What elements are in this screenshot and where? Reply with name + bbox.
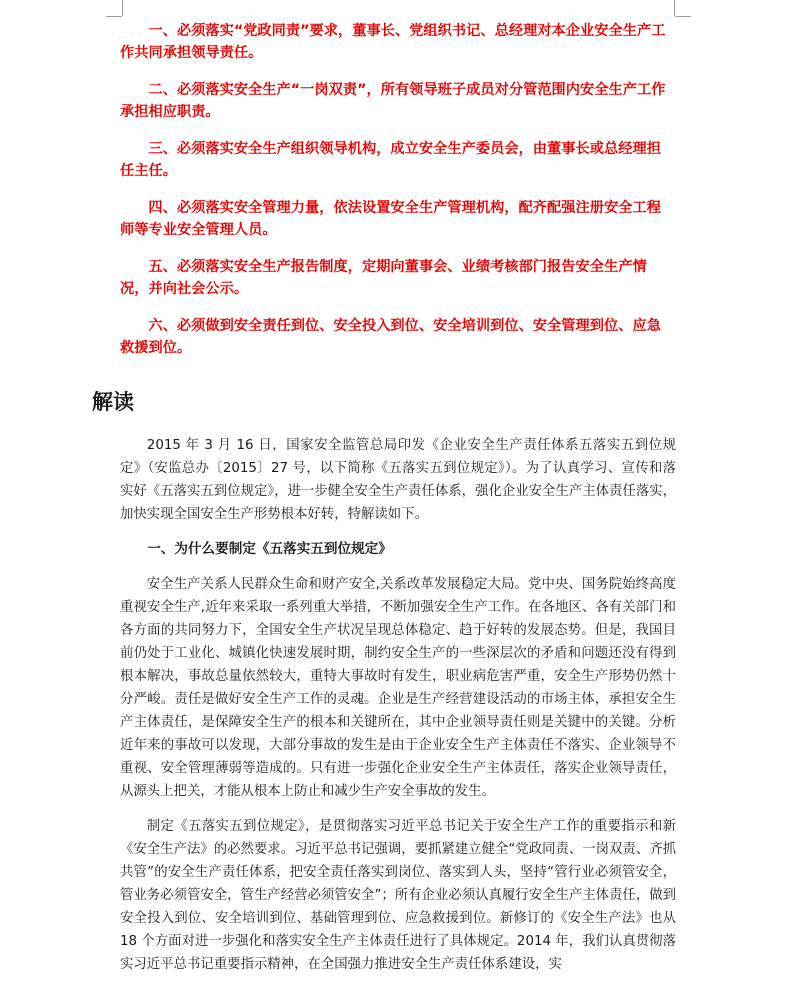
section-title: 解读 <box>92 390 134 414</box>
intro-paragraph: 2015 年 3 月 16 日，国家安全监管总局印发《企业安全生产责任体系五落实五到位规定》（安监总办〔2015〕27 号，以下简称《五落实五到位规定》）。为了认真学习、宣传和落实好《五落实五到位规定》，进一步健全安全生产责任体系，强化企业安全生产主体责任落实，加快实现全国安全生产形势根本好转，特解读如下。 <box>120 438 676 522</box>
sub-heading: 一、为什么要制定《五落实五到位规定》 <box>147 541 392 557</box>
requirement-item: 六、必须做到安全责任到位、安全投入到位、安全培训到位、安全管理到位、应急救援到位。 <box>120 318 661 356</box>
margin-mark <box>675 16 691 17</box>
body-paragraph: 安全生产关系人民群众生命和财产安全,关系改革发展稳定大局。党中央、国务院始终高度重视安全生产,近年来采取一系列重大举措，不断加强安全生产工作。在各地区、各有关部门和各方面的共同努力下，全国安全生产状况呈现总体稳定、趋于好转的发展态势。但是，我国目前仍处于工业化、城镇化快速发展时期，制约安全生产的一些深层次的矛盾和问题还没有得到根本解决，事故总量依然较大，重特大事故时有发生，职业病危害严重，安全生产形势仍然十分严峻。责任是做好安全生产工作的灵魂。企业是生产经营建设活动的市场主体，承担安全生产主体责任，是保障安全生产的根本和关键所在，其中企业领导责任则是关键中的关键。分析近年来的事故可以发现，大部分事故的发生是由于企业安全生产主体责任不落实、企业领导不重视、安全管理薄弱等造成的。只有进一步强化企业安全生产主体责任，落实企业领导责任，从源头上把关，才能从根本上防止和减少生产安全事故的发生。 <box>120 577 676 799</box>
requirement-item: 四、必须落实安全管理力量，依法设置安全生产管理机构，配齐配强注册安全工程师等专业安全管理人员。 <box>120 200 661 238</box>
margin-mark <box>122 0 123 16</box>
margin-mark <box>674 0 675 16</box>
requirement-item: 一、必须落实“党政同责”要求，董事长、党组织书记、总经理对本企业安全生产工作共同承担领导责任。 <box>120 23 666 61</box>
interpretation-body <box>120 434 676 988</box>
requirement-item: 二、必须落实安全生产“一岗双责”，所有领导班子成员对分管范围内安全生产工作承担相应职责。 <box>120 82 666 120</box>
requirement-item: 五、必须落实安全生产报告制度，定期向董事会、业绩考核部门报告安全生产情况，并向社会公示。 <box>120 259 647 297</box>
margin-mark <box>106 16 122 17</box>
requirement-item: 三、必须落实安全生产组织领导机构，成立安全生产委员会，由董事长或总经理担任主任。 <box>120 141 661 179</box>
red-requirements-list <box>120 20 674 374</box>
body-paragraph: 制定《五落实五到位规定》，是贯彻落实习近平总书记关于安全生产工作的重要指示和新《安全生产法》的必然要求。习近平总书记强调，要抓紧建立健全“党政同责、一岗双责、齐抓共管”的安全生产责任体系，把安全责任落实到岗位、落实到人头，坚持“管行业必须管安全，管业务必须管安全，管生产经营必须管安全”；所有企业必须认真履行安全生产主体责任，做到安全投入到位、安全培训到位、基础管理到位、应急救援到位。新修订的《安全生产法》也从 18 个方面对进一步强化和落实安全生产主体责任进行了具体规定。2014 年，我们认真贯彻落实习近平总书记重要指示精神，在全国强力推进安全生产责任体系建设，实 <box>120 819 676 972</box>
